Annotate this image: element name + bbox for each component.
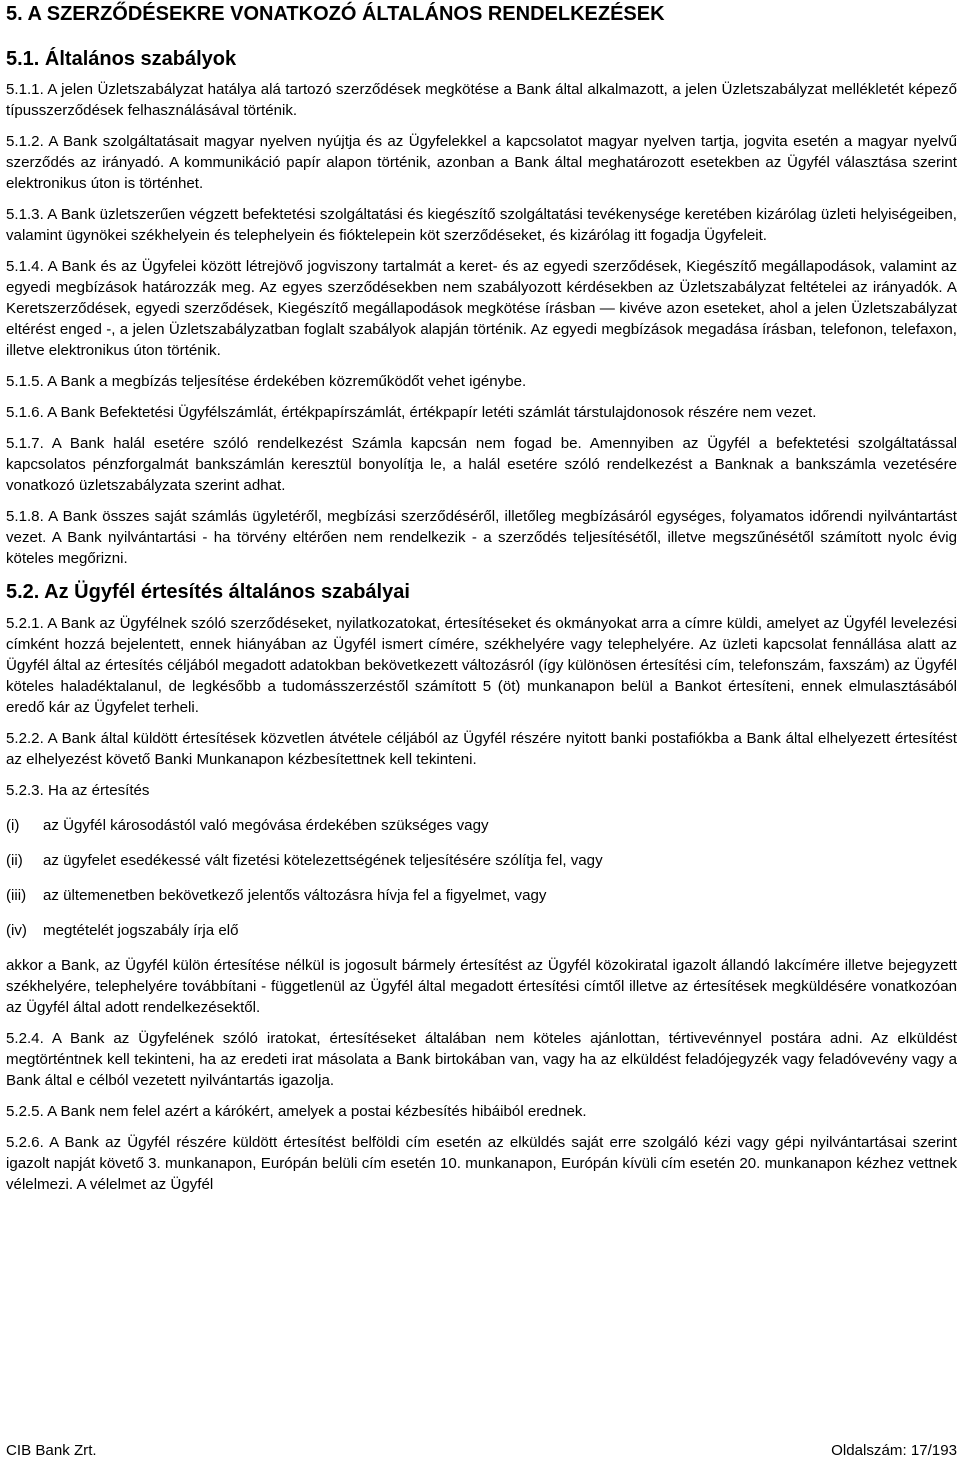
paragraph-5-2-3: 5.2.3. Ha az értesítés: [6, 782, 150, 799]
list-item-text: az Ügyfél károsodástól való megóvása érdekében szükséges vagy: [43, 817, 489, 834]
paragraph-5-1-4: 5.1.4. A Bank és az Ügyfelei között létrejövő jogviszony tartalmát a keret- és az egyedi szerződések, Kiegészítő megállapodások, valamint az egyedi megbízások határozzák meg. Az egyes szerződésekben nem szabályozott kérdésekben az Üzletszabályzat feltételei az irányadók. A Keretszerződések, egyedi szerződések, Kiegészítő megállapodások megkötése írásban — kivéve azon eseteket, ahol a jelen Üzletszabályzat eltérést enged -, a jelen Üzletszabályzatban foglalt szabályok alapján történik. Az egyedi megbízások megadása írásban, telefonon, telefaxon, illetve elektronikus úton történik.: [6, 258, 957, 359]
paragraph-5-1-2: 5.1.2. A Bank szolgáltatásait magyar nyelven nyújtja és az Ügyfelekkel a kapcsolatot magyar nyelven tartja, jogvita esetén a magyar nyelvű szerződés az irányadó. A kommunikáció papír alapon történik, azonban a Bank által meghatározott esetekben az Ügyfél választása szerint elektronikus úton is történhet.: [6, 133, 957, 192]
document-body: [6, 79, 957, 1195]
paragraph-5-2-5: 5.2.5. A Bank nem felel azért a kárókért, amelyek a postai kézbesítés hibáiból erednek.: [6, 1103, 587, 1120]
paragraph-5-2-3-conclusion: akkor a Bank, az Ügyfél külön értesítése nélkül is jogosult bármely értesítést az Ügyfél közokiratal igazolt állandó lakcímére illetve bejegyzett székhelyére, telephelyére továbbítani - függetlenül az Ügyfél által megadott értesítési címtől illetve az értesítések megküldésére vonatkozóan az Ügyfél által adott rendelkezésektől.: [6, 957, 957, 1016]
paragraph-5-1-5: 5.1.5. A Bank a megbízás teljesítése érdekében közreműködőt vehet igénybe.: [6, 373, 527, 390]
section-title-5-1: 5.1. Általános szabályok: [6, 48, 237, 70]
chapter-heading: 5. A SZERZŐDÉSEKRE VONATKOZÓ ÁLTALÁNOS RENDELKEZÉSEK: [6, 3, 665, 25]
list-marker: (iii): [6, 887, 27, 904]
list-item: [6, 885, 957, 906]
paragraph-5-2-4: 5.2.4. A Bank az Ügyfelének szóló iratokat, értesítéseket általában nem köteles ajánlottan, tértivevénnyel postára adni. Az elküldést megtörténtnek kell tekinteni, ha az eredeti irat másolata a Bank birtokában van, vagy ha az elküldést feladójegyzék vagy feladóvevény vagy a Bank által e célból vezetett nyilvántartás igazolja.: [6, 1030, 957, 1089]
paragraph-5-1-8: 5.1.8. A Bank összes saját számlás ügyletéről, megbízási szerződéséről, illetőleg megbízásáról egységes, folyamatos időrendi nyilvántartást vezet. A Bank nyilvántartási - ha törvény eltérően nem rendelkezik - a szerződés teljesítésétől, illetve megszűnésétől számított nyolc évig köteles megőrizni.: [6, 508, 957, 567]
paragraph-5-1-3: 5.1.3. A Bank üzletszerűen végzett befektetési szolgáltatási és kiegészítő szolgáltatási tevékenysége keretében kizárólag üzleti helyiségeiben, valamint ügynökei székhelyein és telephelyein és fióktelepein köt szerződéseket, és kizárólag itt fogadja Ügyfeleit.: [6, 206, 957, 244]
list-item: [6, 815, 957, 836]
list-marker: (i): [6, 817, 20, 834]
list-item-text: megtételét jogszabály írja elő: [43, 922, 239, 939]
list-item-text: az ültemenetben bekövetkező jelentős változásra hívja fel a figyelmet, vagy: [43, 887, 547, 904]
paragraph-5-2-2: 5.2.2. A Bank által küldött értesítések közvetlen átvétele céljából az Ügyfél részére nyitott banki postafiókba a Bank által elhelyezett értesítést az elhelyezést követő Banki Munkanapon kézbesítettnek kell tekinteni.: [6, 730, 957, 768]
footer-page-number: Oldalszám: 17/193: [831, 1442, 957, 1459]
paragraph-5-1-7: 5.1.7. A Bank halál esetére szóló rendelkezést Számla kapcsán nem fogad be. Amennyiben az Ügyfél a befektetési szolgáltatással kapcsolatos pénzforgalmát bankszámlán keresztül bonyolítja le, a halál esetére szóló rendelkezést a Banknak a bankszámla vezetésére vonatkozó üzletszabályzata szerint adhat.: [6, 435, 957, 494]
list-item-text: az ügyfelet esedékessé vált fizetési kötelezettségének teljesítésére szólítja fel, vagy: [43, 852, 603, 869]
list-marker: (iv): [6, 922, 27, 939]
paragraph-5-1-6: 5.1.6. A Bank Befektetési Ügyfélszámlát, értékpapírszámlát, értékpapír letéti számlát társtulajdonosok részére nem vezet.: [6, 404, 817, 421]
paragraph-5-2-1: 5.2.1. A Bank az Ügyfélnek szóló szerződéseket, nyilatkozatokat, értesítéseket és okmányokat arra a címre küldi, amelyet az Ügyfél levelezési címként hozzá bejelentett, ennek hiányában az Ügyfél ismert címére, székhelyére vagy telephelyére. Az üzleti kapcsolat fennállása alatt az Ügyfél által az értesítés céljából megadott adatokban bekövetkezett változásról (így különösen értesítési cím, telefonszám, faxszám) az Ügyfél köteles haladéktalanul, de legkésőbb a tudomásszerzéstől számított 5 (öt) munkanapon belül a Bankot értesíteni, ennek elmulasztásából eredő kár az Ügyfelet terheli.: [6, 615, 957, 716]
list-item: [6, 920, 957, 941]
list-marker: (ii): [6, 852, 23, 869]
section-title-5-2: 5.2. Az Ügyfél értesítés általános szabályai: [6, 581, 410, 603]
footer-company: CIB Bank Zrt.: [6, 1442, 97, 1459]
paragraph-5-2-6: 5.2.6. A Bank az Ügyfél részére küldött értesítést belföldi cím esetén az elküldés saját erre szolgáló kézi vagy gépi nyilvántartásai szerint igazolt napját követő 3. munkanapon, Európán belüli cím esetén 10. munkanapon, Európán kívüli cím esetén 20. munkanapon kézhez vettnek vélelmezi. A vélelmet az Ügyfél: [6, 1134, 957, 1193]
list-item: [6, 850, 957, 871]
paragraph-5-1-1: 5.1.1. A jelen Üzletszabályzat hatálya alá tartozó szerződések megkötése a Bank által alkalmazott, a jelen Üzletszabályzat mellékletét képező típusszerződések felhasználásával történik.: [6, 81, 957, 119]
